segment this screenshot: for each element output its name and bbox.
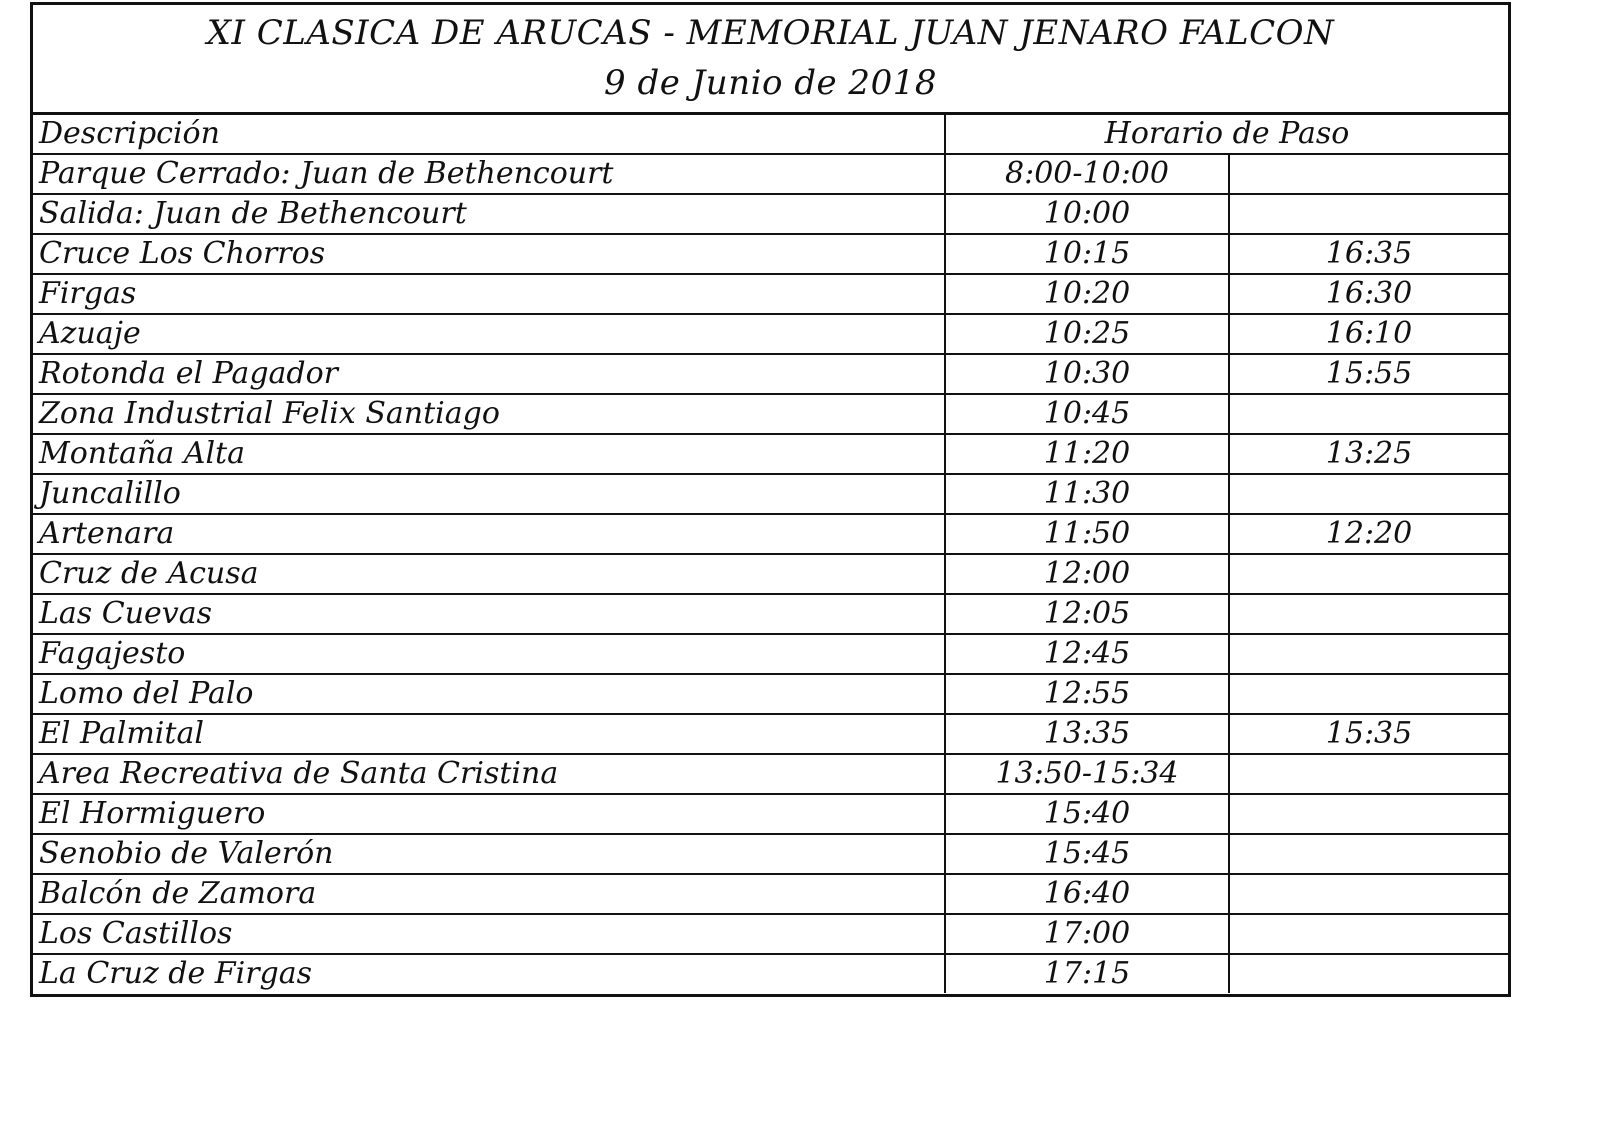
row-time-first-pass: 16:40 — [945, 874, 1229, 914]
row-place: Cruz de Acusa — [33, 554, 945, 594]
table-row — [33, 634, 1508, 674]
schedule-table — [33, 115, 1508, 993]
row-time-second-pass — [1229, 554, 1508, 594]
table-row — [33, 314, 1508, 354]
table-row — [33, 554, 1508, 594]
table-row — [33, 154, 1508, 194]
row-time-second-pass — [1229, 194, 1508, 234]
row-place: Lomo del Palo — [33, 674, 945, 714]
row-place: Las Cuevas — [33, 594, 945, 634]
row-time-first-pass: 12:05 — [945, 594, 1229, 634]
row-time-first-pass: 10:20 — [945, 274, 1229, 314]
row-time-first-pass: 15:45 — [945, 834, 1229, 874]
table-row — [33, 914, 1508, 954]
row-time-second-pass — [1229, 754, 1508, 794]
table-row — [33, 434, 1508, 474]
row-place: Cruce Los Chorros — [33, 234, 945, 274]
row-place: Fagajesto — [33, 634, 945, 674]
table-row — [33, 354, 1508, 394]
row-time-first-pass: 10:25 — [945, 314, 1229, 354]
row-place: Firgas — [33, 274, 945, 314]
schedule-sheet — [30, 2, 1511, 997]
row-time-first-pass: 12:45 — [945, 634, 1229, 674]
header-schedule: Horario de Paso — [945, 115, 1508, 154]
schedule-body — [33, 154, 1508, 993]
table-row — [33, 394, 1508, 434]
table-row — [33, 514, 1508, 554]
document-title: XI CLASICA DE ARUCAS - MEMORIAL JUAN JENARO FALCON — [206, 13, 1335, 53]
row-time-first-pass: 17:00 — [945, 914, 1229, 954]
row-place: La Cruz de Firgas — [33, 954, 945, 993]
table-row — [33, 674, 1508, 714]
row-place: Parque Cerrado: Juan de Bethencourt — [33, 154, 945, 194]
row-place: Area Recreativa de Santa Cristina — [33, 754, 945, 794]
row-time-first-pass: 13:35 — [945, 714, 1229, 754]
row-place: Los Castillos — [33, 914, 945, 954]
table-row — [33, 474, 1508, 514]
row-time-second-pass — [1229, 634, 1508, 674]
row-place: El Hormiguero — [33, 794, 945, 834]
row-time-second-pass — [1229, 594, 1508, 634]
header-description: Descripción — [33, 115, 945, 154]
row-time-first-pass: 10:00 — [945, 194, 1229, 234]
row-time-first-pass: 11:30 — [945, 474, 1229, 514]
table-row — [33, 274, 1508, 314]
document-date: 9 de Junio de 2018 — [604, 63, 937, 103]
row-time-second-pass — [1229, 874, 1508, 914]
table-row — [33, 234, 1508, 274]
row-place: Senobio de Valerón — [33, 834, 945, 874]
table-row — [33, 594, 1508, 634]
row-time-second-pass — [1229, 794, 1508, 834]
row-time-second-pass — [1229, 914, 1508, 954]
table-row — [33, 834, 1508, 874]
row-time-first-pass: 12:55 — [945, 674, 1229, 714]
row-place: Juncalillo — [33, 474, 945, 514]
title-block — [33, 5, 1508, 115]
row-place: Artenara — [33, 514, 945, 554]
row-time-second-pass — [1229, 394, 1508, 434]
table-row — [33, 754, 1508, 794]
row-time-second-pass: 12:20 — [1229, 514, 1508, 554]
table-row — [33, 194, 1508, 234]
row-time-first-pass: 11:50 — [945, 514, 1229, 554]
table-row — [33, 954, 1508, 993]
row-time-second-pass: 16:10 — [1229, 314, 1508, 354]
row-place: Rotonda el Pagador — [33, 354, 945, 394]
row-time-second-pass — [1229, 154, 1508, 194]
row-time-first-pass: 8:00-10:00 — [945, 154, 1229, 194]
row-time-first-pass: 10:30 — [945, 354, 1229, 394]
table-row — [33, 794, 1508, 834]
row-time-second-pass — [1229, 674, 1508, 714]
row-time-second-pass — [1229, 474, 1508, 514]
row-time-first-pass: 11:20 — [945, 434, 1229, 474]
row-place: Zona Industrial Felix Santiago — [33, 394, 945, 434]
row-time-second-pass: 15:55 — [1229, 354, 1508, 394]
row-place: Montaña Alta — [33, 434, 945, 474]
row-place: Salida: Juan de Bethencourt — [33, 194, 945, 234]
row-time-first-pass: 12:00 — [945, 554, 1229, 594]
row-time-first-pass: 10:15 — [945, 234, 1229, 274]
table-header-row — [33, 115, 1508, 154]
row-time-second-pass: 15:35 — [1229, 714, 1508, 754]
row-time-first-pass: 17:15 — [945, 954, 1229, 993]
row-time-second-pass — [1229, 834, 1508, 874]
row-time-second-pass: 16:35 — [1229, 234, 1508, 274]
row-time-second-pass — [1229, 954, 1508, 993]
row-place: Azuaje — [33, 314, 945, 354]
row-time-second-pass: 13:25 — [1229, 434, 1508, 474]
row-place: El Palmital — [33, 714, 945, 754]
table-row — [33, 714, 1508, 754]
row-time-first-pass: 13:50-15:34 — [945, 754, 1229, 794]
table-row — [33, 874, 1508, 914]
row-place: Balcón de Zamora — [33, 874, 945, 914]
row-time-second-pass: 16:30 — [1229, 274, 1508, 314]
row-time-first-pass: 15:40 — [945, 794, 1229, 834]
row-time-first-pass: 10:45 — [945, 394, 1229, 434]
